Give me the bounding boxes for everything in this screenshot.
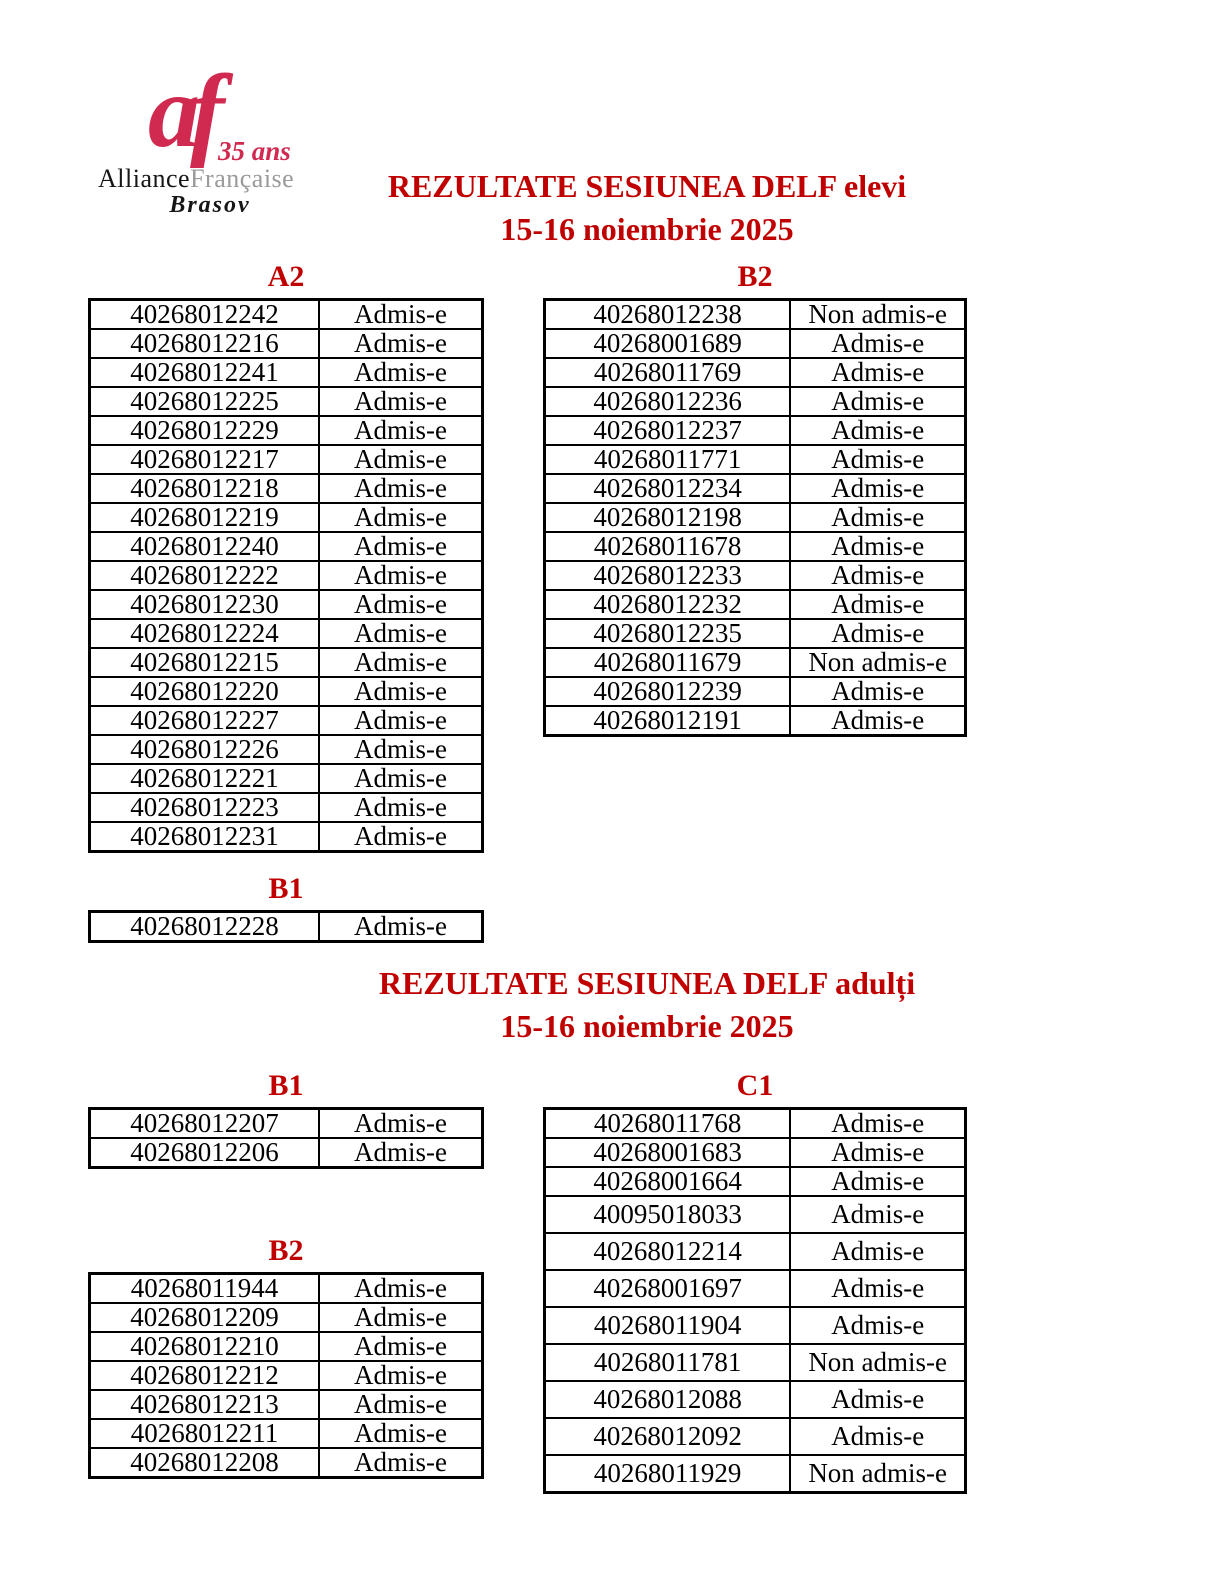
result-value: Admis-e bbox=[790, 1233, 965, 1270]
title-adulti-line2: 15-16 noiembrie 2025 bbox=[500, 1008, 794, 1044]
candidate-number: 40268012191 bbox=[545, 706, 791, 736]
candidate-number: 40268012225 bbox=[90, 387, 319, 416]
title-adulti bbox=[70, 962, 1224, 1048]
candidate-number: 40268012217 bbox=[90, 445, 319, 474]
result-value: Admis-e bbox=[319, 793, 483, 822]
table-row bbox=[90, 764, 483, 793]
candidate-number: 40268012241 bbox=[90, 358, 319, 387]
candidate-number: 40268012242 bbox=[90, 300, 319, 330]
result-value: Admis-e bbox=[790, 358, 965, 387]
result-value: Non admis-e bbox=[790, 1344, 965, 1381]
result-value: Admis-e bbox=[790, 590, 965, 619]
table-row bbox=[90, 1361, 483, 1390]
logo-city-name: Brasov bbox=[169, 192, 251, 218]
result-value: Admis-e bbox=[790, 1270, 965, 1307]
table-row bbox=[545, 648, 966, 677]
result-value: Admis-e bbox=[319, 358, 483, 387]
table-row bbox=[90, 1138, 483, 1168]
candidate-number: 40268012232 bbox=[545, 590, 791, 619]
af-monogram-icon: af bbox=[148, 54, 215, 169]
table-row bbox=[545, 1418, 966, 1455]
table-row bbox=[90, 1419, 483, 1448]
candidate-number: 40268012208 bbox=[90, 1448, 319, 1478]
candidate-number: 40268011904 bbox=[545, 1307, 791, 1344]
candidate-number: 40268012237 bbox=[545, 416, 791, 445]
table-row bbox=[90, 561, 483, 590]
result-value: Admis-e bbox=[319, 619, 483, 648]
candidate-number: 40268012240 bbox=[90, 532, 319, 561]
table-row bbox=[90, 1303, 483, 1332]
table-row bbox=[90, 300, 483, 330]
table-row bbox=[545, 1455, 966, 1493]
level-heading-b2-adulti: B2 bbox=[268, 1234, 304, 1267]
candidate-number: 40268012235 bbox=[545, 619, 791, 648]
table-row bbox=[90, 706, 483, 735]
candidate-number: 40268001689 bbox=[545, 329, 791, 358]
candidate-number: 40268001664 bbox=[545, 1167, 791, 1196]
candidate-number: 40268012206 bbox=[90, 1138, 319, 1168]
candidate-number: 40268012229 bbox=[90, 416, 319, 445]
result-value: Admis-e bbox=[319, 1138, 483, 1168]
candidate-number: 40268012231 bbox=[90, 822, 319, 852]
table-row bbox=[90, 619, 483, 648]
level-heading-a2: A2 bbox=[267, 260, 305, 293]
result-value: Admis-e bbox=[790, 1381, 965, 1418]
table-row bbox=[90, 387, 483, 416]
section-c1-adulti bbox=[543, 1071, 967, 1494]
candidate-number: 40268012224 bbox=[90, 619, 319, 648]
candidate-number: 40268011771 bbox=[545, 445, 791, 474]
candidate-number: 40268012228 bbox=[90, 912, 319, 942]
candidate-number: 40268012227 bbox=[90, 706, 319, 735]
result-value: Admis-e bbox=[790, 677, 965, 706]
table-row bbox=[545, 416, 966, 445]
candidate-number: 40268012212 bbox=[90, 1361, 319, 1390]
result-value: Non admis-e bbox=[790, 300, 965, 330]
table-row bbox=[545, 1344, 966, 1381]
result-value: Admis-e bbox=[319, 1274, 483, 1304]
result-value: Admis-e bbox=[790, 387, 965, 416]
result-value: Admis-e bbox=[790, 1109, 965, 1139]
candidate-number: 40268012226 bbox=[90, 735, 319, 764]
candidate-number: 40268012219 bbox=[90, 503, 319, 532]
table-row bbox=[545, 561, 966, 590]
table-row bbox=[90, 416, 483, 445]
result-value: Admis-e bbox=[319, 735, 483, 764]
result-value: Admis-e bbox=[790, 561, 965, 590]
candidate-number: 40268011679 bbox=[545, 648, 791, 677]
candidate-number: 40268012198 bbox=[545, 503, 791, 532]
result-value: Admis-e bbox=[319, 532, 483, 561]
candidate-number: 40268012220 bbox=[90, 677, 319, 706]
result-value: Admis-e bbox=[790, 445, 965, 474]
candidate-number: 40268012088 bbox=[545, 1381, 791, 1418]
table-row bbox=[90, 358, 483, 387]
result-value: Admis-e bbox=[319, 1332, 483, 1361]
candidate-number: 40268012236 bbox=[545, 387, 791, 416]
result-value: Admis-e bbox=[790, 474, 965, 503]
results-table-c1-adulti bbox=[543, 1107, 967, 1494]
table-row bbox=[545, 1109, 966, 1139]
result-value: Admis-e bbox=[319, 590, 483, 619]
candidate-number: 40268011781 bbox=[545, 1344, 791, 1381]
results-table-b2-adulti bbox=[88, 1272, 484, 1479]
table-row bbox=[545, 445, 966, 474]
candidate-number: 40268012215 bbox=[90, 648, 319, 677]
table-row bbox=[90, 822, 483, 852]
table-row bbox=[90, 329, 483, 358]
table-row bbox=[90, 503, 483, 532]
result-value: Admis-e bbox=[319, 1390, 483, 1419]
level-heading-b1-adulti: B1 bbox=[268, 1069, 304, 1102]
table-row bbox=[545, 358, 966, 387]
title-adulti-line1: REZULTATE SESIUNEA DELF adulți bbox=[378, 965, 916, 1001]
candidate-number: 40268012223 bbox=[90, 793, 319, 822]
level-heading-c1-adulti: C1 bbox=[736, 1069, 774, 1102]
candidate-number: 40268012214 bbox=[545, 1233, 791, 1270]
candidate-number: 40268012222 bbox=[90, 561, 319, 590]
results-table-b2-elevi bbox=[543, 298, 967, 737]
result-value: Admis-e bbox=[790, 1418, 965, 1455]
result-value: Admis-e bbox=[319, 912, 483, 942]
result-value: Admis-e bbox=[790, 1196, 965, 1233]
level-heading-b2-elevi: B2 bbox=[737, 260, 773, 293]
logo-name-francaise: Française bbox=[190, 164, 295, 193]
table-row bbox=[545, 532, 966, 561]
result-value: Admis-e bbox=[319, 1419, 483, 1448]
table-row bbox=[545, 503, 966, 532]
table-row bbox=[545, 1233, 966, 1270]
result-value: Admis-e bbox=[319, 822, 483, 852]
candidate-number: 40268012210 bbox=[90, 1332, 319, 1361]
candidate-number: 40268012213 bbox=[90, 1390, 319, 1419]
candidate-number: 40268012239 bbox=[545, 677, 791, 706]
result-value: Admis-e bbox=[319, 300, 483, 330]
table-row bbox=[90, 677, 483, 706]
table-row bbox=[90, 793, 483, 822]
result-value: Admis-e bbox=[319, 677, 483, 706]
table-row bbox=[545, 1307, 966, 1344]
result-value: Admis-e bbox=[319, 1361, 483, 1390]
result-value: Admis-e bbox=[319, 416, 483, 445]
candidate-number: 40268011768 bbox=[545, 1109, 791, 1139]
result-value: Admis-e bbox=[319, 503, 483, 532]
result-value: Admis-e bbox=[790, 619, 965, 648]
table-row bbox=[545, 329, 966, 358]
candidate-number: 40095018033 bbox=[545, 1196, 791, 1233]
title-elevi-line2: 15-16 noiembrie 2025 bbox=[500, 211, 794, 247]
candidate-number: 40268001697 bbox=[545, 1270, 791, 1307]
table-row bbox=[545, 590, 966, 619]
table-row bbox=[90, 912, 483, 942]
table-row bbox=[90, 1332, 483, 1361]
section-b2-elevi bbox=[543, 262, 967, 737]
result-value: Admis-e bbox=[790, 503, 965, 532]
table-row bbox=[545, 387, 966, 416]
candidate-number: 40268011929 bbox=[545, 1455, 791, 1493]
table-row bbox=[90, 648, 483, 677]
result-value: Admis-e bbox=[319, 648, 483, 677]
candidate-number: 40268012218 bbox=[90, 474, 319, 503]
result-value: Admis-e bbox=[319, 764, 483, 793]
level-heading-b1-elevi: B1 bbox=[268, 872, 304, 905]
table-row bbox=[545, 474, 966, 503]
result-value: Non admis-e bbox=[790, 648, 965, 677]
result-value: Admis-e bbox=[790, 1167, 965, 1196]
candidate-number: 40268012233 bbox=[545, 561, 791, 590]
section-b1-adulti bbox=[88, 1071, 484, 1169]
results-table-a2-elevi bbox=[88, 298, 484, 853]
table-row bbox=[90, 1274, 483, 1304]
logo-name-alliance: Alliance bbox=[98, 164, 191, 193]
section-b2-adulti bbox=[88, 1236, 484, 1479]
results-table-b1-elevi bbox=[88, 910, 484, 943]
result-value: Admis-e bbox=[319, 445, 483, 474]
table-row bbox=[90, 1109, 483, 1139]
result-value: Admis-e bbox=[319, 1303, 483, 1332]
result-value: Non admis-e bbox=[790, 1455, 965, 1493]
title-elevi-line1: REZULTATE SESIUNEA DELF elevi bbox=[387, 168, 907, 204]
candidate-number: 40268011944 bbox=[90, 1274, 319, 1304]
result-value: Admis-e bbox=[790, 532, 965, 561]
result-value: Admis-e bbox=[319, 329, 483, 358]
result-value: Admis-e bbox=[319, 474, 483, 503]
table-row bbox=[90, 445, 483, 474]
result-value: Admis-e bbox=[790, 706, 965, 736]
candidate-number: 40268001683 bbox=[545, 1138, 791, 1167]
title-elevi bbox=[70, 165, 1224, 251]
table-row bbox=[90, 735, 483, 764]
table-row bbox=[545, 1196, 966, 1233]
logo-anniversary-text: 35 ans bbox=[218, 136, 291, 166]
table-row bbox=[545, 1381, 966, 1418]
section-b1-elevi bbox=[88, 874, 484, 943]
result-value: Admis-e bbox=[319, 561, 483, 590]
table-row bbox=[90, 1390, 483, 1419]
result-value: Admis-e bbox=[319, 1109, 483, 1139]
candidate-number: 40268012209 bbox=[90, 1303, 319, 1332]
result-value: Admis-e bbox=[790, 1138, 965, 1167]
candidate-number: 40268012216 bbox=[90, 329, 319, 358]
table-row bbox=[545, 300, 966, 330]
candidate-number: 40268012230 bbox=[90, 590, 319, 619]
candidate-number: 40268012238 bbox=[545, 300, 791, 330]
result-value: Admis-e bbox=[790, 329, 965, 358]
table-row bbox=[545, 677, 966, 706]
table-row bbox=[545, 619, 966, 648]
table-row bbox=[545, 1270, 966, 1307]
result-value: Admis-e bbox=[790, 1307, 965, 1344]
result-value: Admis-e bbox=[319, 1448, 483, 1478]
result-value: Admis-e bbox=[790, 416, 965, 445]
result-value: Admis-e bbox=[319, 706, 483, 735]
candidate-number: 40268011678 bbox=[545, 532, 791, 561]
table-row bbox=[90, 532, 483, 561]
table-row bbox=[90, 474, 483, 503]
candidate-number: 40268011769 bbox=[545, 358, 791, 387]
result-value: Admis-e bbox=[319, 387, 483, 416]
candidate-number: 40268012234 bbox=[545, 474, 791, 503]
candidate-number: 40268012211 bbox=[90, 1419, 319, 1448]
candidate-number: 40268012221 bbox=[90, 764, 319, 793]
candidate-number: 40268012207 bbox=[90, 1109, 319, 1139]
results-table-b1-adulti bbox=[88, 1107, 484, 1169]
candidate-number: 40268012092 bbox=[545, 1418, 791, 1455]
table-row bbox=[545, 1138, 966, 1167]
section-a2-elevi bbox=[88, 262, 484, 853]
table-row bbox=[90, 1448, 483, 1478]
table-row bbox=[545, 1167, 966, 1196]
table-row bbox=[545, 706, 966, 736]
table-row bbox=[90, 590, 483, 619]
